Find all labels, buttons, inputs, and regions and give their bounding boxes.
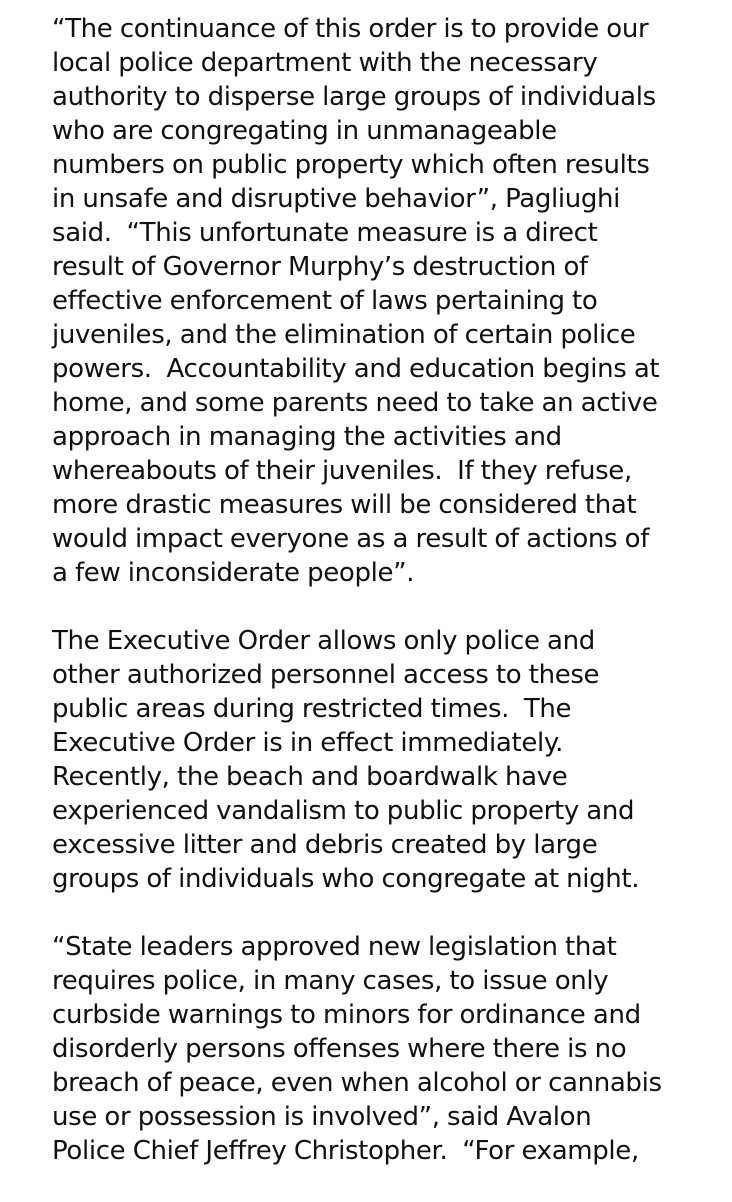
text-line: requires police, in many cases, to issue only	[52, 966, 609, 996]
text-line: curbside warnings to minors for ordinance and	[52, 1000, 641, 1030]
text-line: Police Chief Jeffrey Christopher. “For example,	[52, 1136, 639, 1166]
text-line: Recently, the beach and boardwalk have	[52, 762, 568, 792]
text-line: “The continuance of this order is to provide our	[52, 14, 649, 44]
text-line: a few inconsiderate people”.	[52, 558, 415, 588]
text-line: The Executive Order allows only police and	[52, 626, 595, 656]
text-line: other authorized personnel access to these	[52, 660, 600, 690]
text-line: numbers on public property which often results	[52, 150, 650, 180]
text-line: result of Governor Murphy’s destruction of	[52, 252, 588, 282]
document-body	[52, 12, 728, 1202]
text-line: groups of individuals who congregate at night.	[52, 864, 640, 894]
text-line: whereabouts of their juveniles. If they refuse,	[52, 456, 632, 486]
text-line: who are congregating in unmanageable	[52, 116, 557, 146]
text-line: authority to disperse large groups of individuals	[52, 82, 656, 112]
text-line: Executive Order is in effect immediately.	[52, 728, 564, 758]
paragraph-executive-order	[52, 624, 728, 896]
text-line: public areas during restricted times. The	[52, 694, 572, 724]
text-line: juveniles, and the elimination of certain police	[52, 320, 636, 350]
text-line: more drastic measures will be considered that	[52, 490, 637, 520]
text-line: said. “This unfortunate measure is a direct	[52, 218, 598, 248]
text-line: approach in managing the activities and	[52, 422, 562, 452]
text-line: use or possession is involved”, said Avalon	[52, 1102, 592, 1132]
text-line: disorderly persons offenses where there is no	[52, 1034, 627, 1064]
text-line: local police department with the necessary	[52, 48, 598, 78]
text-line: excessive litter and debris created by large	[52, 830, 598, 860]
text-line: effective enforcement of laws pertaining to	[52, 286, 598, 316]
text-line: home, and some parents need to take an active	[52, 388, 658, 418]
text-line: experienced vandalism to public property and	[52, 796, 635, 826]
text-line: powers. Accountability and education begins at	[52, 354, 660, 384]
paragraph-quote-christopher	[52, 930, 728, 1168]
paragraph-quote-pagliughi	[52, 12, 728, 590]
text-line: breach of peace, even when alcohol or cannabis	[52, 1068, 662, 1098]
text-line: “State leaders approved new legislation that	[52, 932, 617, 962]
text-line: would impact everyone as a result of actions of	[52, 524, 650, 554]
text-line: in unsafe and disruptive behavior”, Pagliughi	[52, 184, 621, 214]
